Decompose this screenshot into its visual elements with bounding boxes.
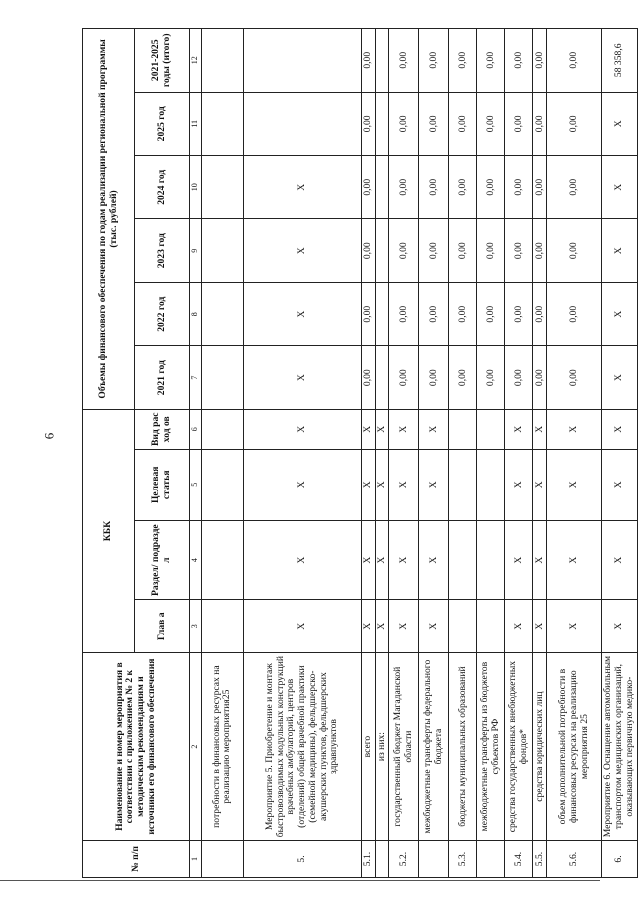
header-number: № п/п <box>83 840 190 877</box>
cell-razdel: X <box>533 520 547 599</box>
row-number: 5.6. <box>547 840 602 877</box>
cell-razdel <box>449 520 477 599</box>
cell-2025: 0,00 <box>505 92 533 155</box>
cell-celevaya <box>477 449 505 520</box>
row-name: Мероприятие 5. Приобретение и монтаж быстровозводимых модульных конструкций врачебных амбулаторий, центров (отделений) общей врачебной практики (семейной медицины), фельдшерско-акушерских пунктов, фельдшерских здравпунктов <box>243 653 361 841</box>
header-funding: Объемы финансового обеспечения по годам реализации региональной программы (тыс. рублей) <box>83 29 135 410</box>
table-row <box>201 29 243 878</box>
row-name: средства государственных внебюджетных фондов* <box>505 653 533 841</box>
cell-celevaya: X <box>602 449 637 520</box>
cell-2024: 0,00 <box>361 156 375 219</box>
row-name: государственный бюджет Магаданской области <box>389 653 419 841</box>
cell-2022 <box>375 282 389 345</box>
cell-2024: 0,00 <box>505 156 533 219</box>
cell-glava: X <box>505 600 533 653</box>
cell-razdel: X <box>243 520 361 599</box>
cell-vid: X <box>375 409 389 449</box>
col-number: 4 <box>190 520 202 599</box>
page-number: 6 <box>41 432 57 440</box>
cell-celevaya <box>449 449 477 520</box>
cell-razdel: X <box>547 520 602 599</box>
row-name: из них: <box>375 653 389 841</box>
cell-razdel: X <box>389 520 419 599</box>
cell-total: 0,00 <box>389 29 419 93</box>
cell-2022: 0,00 <box>533 282 547 345</box>
table-row <box>449 29 477 878</box>
cell-razdel: X <box>375 520 389 599</box>
cell-celevaya: X <box>361 449 375 520</box>
row-number: 5. <box>243 840 361 877</box>
header-2024: 2024 год <box>135 156 190 219</box>
cell-2023: X <box>602 219 637 282</box>
cell-vid: X <box>602 409 637 449</box>
cell-razdel: X <box>419 520 449 599</box>
cell-glava: X <box>602 600 637 653</box>
cell-razdel <box>201 520 243 599</box>
cell-total: 0,00 <box>547 29 602 93</box>
col-number: 2 <box>190 653 202 841</box>
cell-2023: 0,00 <box>533 219 547 282</box>
col-number: 1 <box>190 840 202 877</box>
cell-glava <box>477 600 505 653</box>
cell-2021: 0,00 <box>361 346 375 409</box>
cell-2021: 0,00 <box>533 346 547 409</box>
cell-2021: 0,00 <box>449 346 477 409</box>
cell-vid: X <box>243 409 361 449</box>
cell-2023 <box>201 219 243 282</box>
row-name: средства юридических лиц <box>533 653 547 841</box>
cell-glava <box>201 600 243 653</box>
cell-2024: 0,00 <box>419 156 449 219</box>
row-number: 5.4. <box>505 840 533 877</box>
table-row <box>375 29 389 878</box>
cell-total: 0,00 <box>449 29 477 93</box>
cell-2023 <box>375 219 389 282</box>
table-row <box>389 29 419 878</box>
cell-total <box>201 29 243 93</box>
col-number: 10 <box>190 156 202 219</box>
row-number: 5.2. <box>389 840 419 877</box>
cell-glava: X <box>361 600 375 653</box>
cell-2023: 0,00 <box>505 219 533 282</box>
cell-vid <box>477 409 505 449</box>
cell-celevaya: X <box>375 449 389 520</box>
row-number <box>375 840 389 877</box>
cell-vid <box>449 409 477 449</box>
cell-total: 0,00 <box>361 29 375 93</box>
cell-2023: 0,00 <box>449 219 477 282</box>
cell-2025 <box>243 92 361 155</box>
cell-celevaya: X <box>533 449 547 520</box>
cell-2021: X <box>243 346 361 409</box>
col-number: 8 <box>190 282 202 345</box>
cell-2023: 0,00 <box>419 219 449 282</box>
cell-glava: X <box>533 600 547 653</box>
cell-total: 0,00 <box>477 29 505 93</box>
cell-2025: 0,00 <box>361 92 375 155</box>
column-number-row <box>190 29 202 878</box>
cell-2022: 0,00 <box>419 282 449 345</box>
table-row <box>243 29 361 878</box>
cell-2025: X <box>602 92 637 155</box>
header-celevaya: Целевая статья <box>135 449 190 520</box>
cell-total: 0,00 <box>419 29 449 93</box>
row-name: межбюджетные трансферты федерального бюджета <box>419 653 449 841</box>
row-name: Мероприятие 6. Оснащение автомобильным транспортом медицинских организаций, оказывающих первичную медико- <box>602 653 637 841</box>
cell-2021: 0,00 <box>477 346 505 409</box>
cell-vid: X <box>547 409 602 449</box>
row-number <box>419 840 449 877</box>
cell-2025: 0,00 <box>547 92 602 155</box>
cell-2025: 0,00 <box>477 92 505 155</box>
header-razdel: Раздел/ подразде л <box>135 520 190 599</box>
cell-2022: 0,00 <box>477 282 505 345</box>
cell-celevaya: X <box>547 449 602 520</box>
header-glava: Глав а <box>135 600 190 653</box>
cell-2022: 0,00 <box>449 282 477 345</box>
row-name: межбюджетные трансферты из бюджетов субъектов РФ <box>477 653 505 841</box>
header-2022: 2022 год <box>135 282 190 345</box>
table-row <box>361 29 375 878</box>
col-number: 5 <box>190 449 202 520</box>
cell-2023: X <box>243 219 361 282</box>
cell-celevaya: X <box>419 449 449 520</box>
table-row <box>547 29 602 878</box>
cell-2021: 0,00 <box>389 346 419 409</box>
cell-total: 58 358,6 <box>602 29 637 93</box>
cell-2023: 0,00 <box>389 219 419 282</box>
cell-glava: X <box>547 600 602 653</box>
cell-2021 <box>201 346 243 409</box>
cell-total: 0,00 <box>505 29 533 93</box>
bottom-rule <box>0 880 600 881</box>
cell-glava: X <box>375 600 389 653</box>
table-row <box>505 29 533 878</box>
cell-2024: 0,00 <box>449 156 477 219</box>
row-name: объем дополнительной потребности в финансовых ресурсах на реализацию мероприятия 25 <box>547 653 602 841</box>
col-number: 3 <box>190 600 202 653</box>
cell-2025: 0,00 <box>419 92 449 155</box>
cell-celevaya: X <box>389 449 419 520</box>
row-number <box>477 840 505 877</box>
table-row <box>477 29 505 878</box>
cell-glava: X <box>419 600 449 653</box>
cell-2023: 0,00 <box>547 219 602 282</box>
table-row <box>602 29 637 878</box>
row-number: 5.5. <box>533 840 547 877</box>
header-kbk: КБК <box>83 409 135 652</box>
table-row <box>419 29 449 878</box>
col-number: 6 <box>190 409 202 449</box>
cell-vid: X <box>389 409 419 449</box>
cell-2022: 0,00 <box>547 282 602 345</box>
col-number: 7 <box>190 346 202 409</box>
cell-glava <box>449 600 477 653</box>
cell-2021: 0,00 <box>419 346 449 409</box>
header-total: 2021-2025 годы (итого) <box>135 29 190 93</box>
header-2025: 2025 год <box>135 92 190 155</box>
cell-razdel: X <box>505 520 533 599</box>
cell-2025: 0,00 <box>389 92 419 155</box>
cell-vid: X <box>533 409 547 449</box>
row-number: 5.3. <box>449 840 477 877</box>
cell-vid: X <box>419 409 449 449</box>
table-row <box>533 29 547 878</box>
col-number: 9 <box>190 219 202 282</box>
cell-2022: X <box>243 282 361 345</box>
header-2021: 2021 год <box>135 346 190 409</box>
cell-2024: 0,00 <box>547 156 602 219</box>
header-name: Наименование и номер мероприятия в соответствии с приложением № 2 к методическим рекомендациям и источники его финансового обеспечения <box>83 653 190 841</box>
row-name: всего <box>361 653 375 841</box>
row-number: 5.1. <box>361 840 375 877</box>
cell-2023: 0,00 <box>361 219 375 282</box>
cell-2024 <box>375 156 389 219</box>
header-vid: Вид рас ход ов <box>135 409 190 449</box>
cell-2025 <box>375 92 389 155</box>
cell-2025 <box>201 92 243 155</box>
cell-2021 <box>375 346 389 409</box>
cell-2022: 0,00 <box>361 282 375 345</box>
row-name: потребности в финансовых ресурсах на реализацию мероприятия25 <box>201 653 243 841</box>
col-number: 11 <box>190 92 202 155</box>
cell-razdel <box>477 520 505 599</box>
cell-2022 <box>201 282 243 345</box>
cell-glava: X <box>389 600 419 653</box>
cell-2024: 0,00 <box>477 156 505 219</box>
cell-2024: 0,00 <box>389 156 419 219</box>
col-number: 12 <box>190 29 202 93</box>
cell-2021: 0,00 <box>547 346 602 409</box>
cell-vid <box>201 409 243 449</box>
cell-2024: X <box>602 156 637 219</box>
cell-2024: 0,00 <box>533 156 547 219</box>
cell-2024: X <box>243 156 361 219</box>
cell-2025: 0,00 <box>449 92 477 155</box>
header-2023: 2023 год <box>135 219 190 282</box>
cell-celevaya: X <box>243 449 361 520</box>
cell-2024 <box>201 156 243 219</box>
table-rotated-wrapper <box>82 28 635 878</box>
cell-2021: X <box>602 346 637 409</box>
cell-2025: 0,00 <box>533 92 547 155</box>
cell-vid: X <box>505 409 533 449</box>
cell-vid: X <box>361 409 375 449</box>
cell-razdel: X <box>361 520 375 599</box>
cell-2022: 0,00 <box>389 282 419 345</box>
cell-2023: 0,00 <box>477 219 505 282</box>
cell-2022: 0,00 <box>505 282 533 345</box>
cell-glava: X <box>243 600 361 653</box>
cell-2022: X <box>602 282 637 345</box>
row-number <box>201 840 243 877</box>
row-number: 6. <box>602 840 637 877</box>
cell-razdel: X <box>602 520 637 599</box>
funding-table <box>82 28 638 878</box>
cell-total: 0,00 <box>533 29 547 93</box>
row-name: бюджеты муниципальных образований <box>449 653 477 841</box>
cell-2021: 0,00 <box>505 346 533 409</box>
cell-total <box>243 29 361 93</box>
cell-celevaya <box>201 449 243 520</box>
cell-total <box>375 29 389 93</box>
cell-celevaya: X <box>505 449 533 520</box>
